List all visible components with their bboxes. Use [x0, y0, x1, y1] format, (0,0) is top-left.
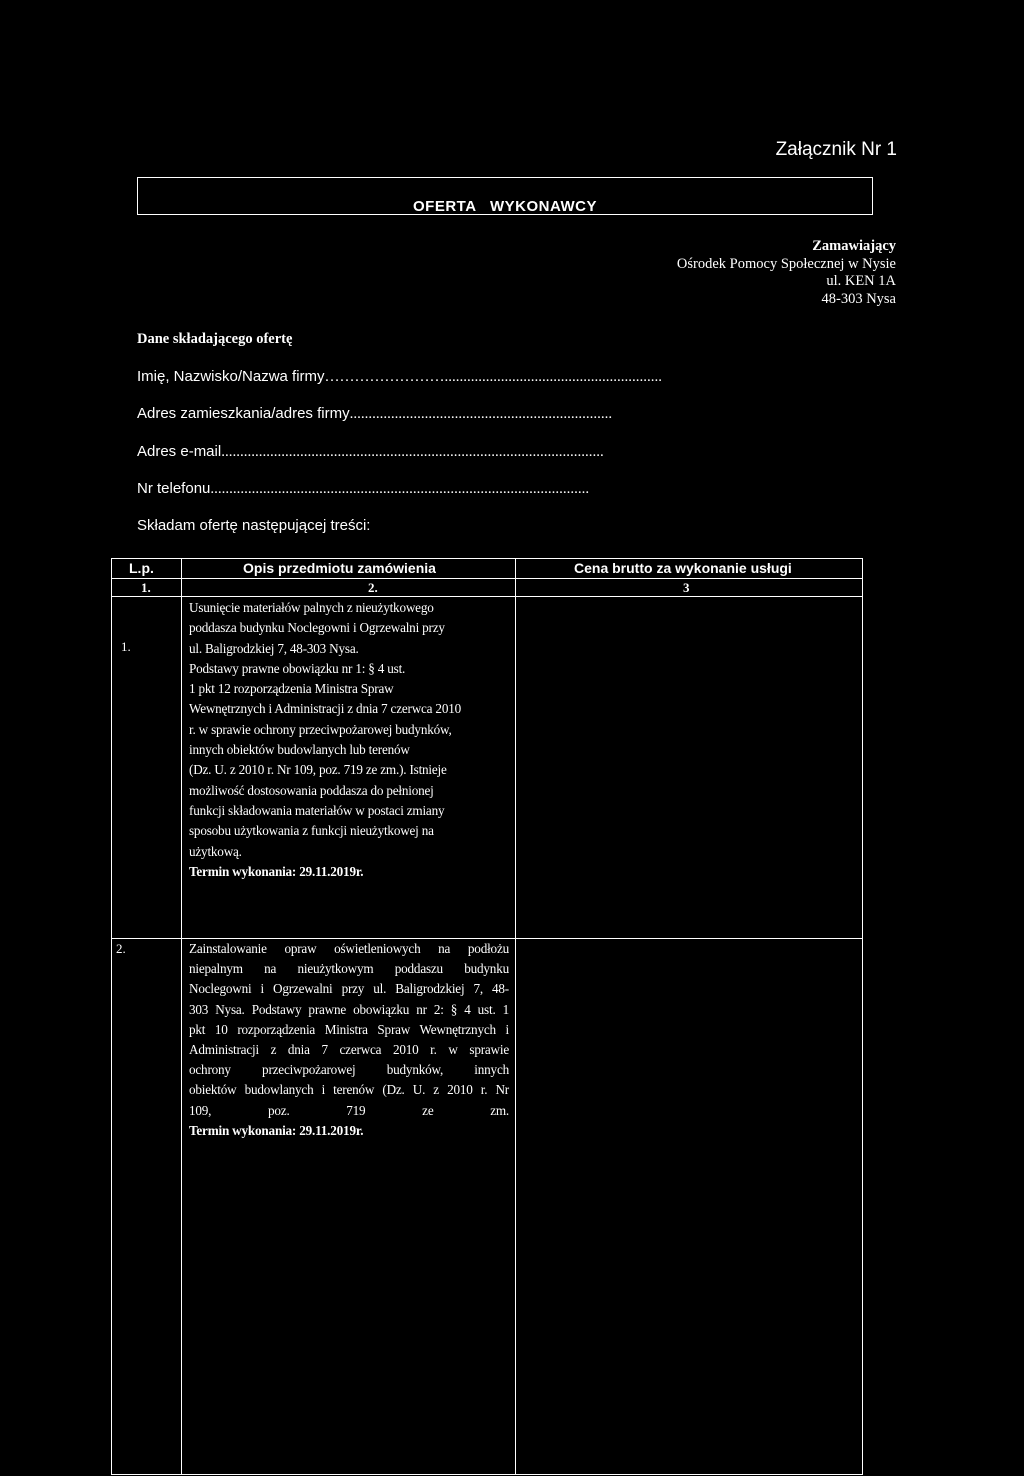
document-title: OFERTA WYKONAWCY: [413, 198, 597, 215]
phone-field[interactable]: [137, 480, 589, 498]
row-1-line: 1 pkt 12 rozporządzenia Ministra Spraw: [189, 681, 394, 697]
title-box: [137, 177, 873, 215]
authority-name: Ośrodek Pomocy Społecznej w Nysie: [676, 255, 896, 272]
row-2-lp: 2.: [116, 941, 126, 956]
row-2-line: obiektów budowlanych i terenów (Dz. U. z 2010 r. Nr: [189, 1082, 509, 1098]
row-2-deadline: Termin wykonania: 29.11.2019r.: [189, 1122, 364, 1138]
table-col-divider-1: [181, 558, 182, 1475]
row-1-deadline: Termin wykonania: 29.11.2019r.: [189, 863, 364, 879]
row-1-line: użytkową.: [189, 843, 242, 859]
row-1-line: r. w sprawie ochrony przeciwpożarowej budynków,: [189, 721, 452, 737]
table-border-right: [862, 558, 863, 1475]
email-field-label: Adres e-mail: [137, 443, 222, 460]
authority-label: Zamawiający: [812, 238, 896, 254]
bidder-heading: Dane składającego ofertę: [137, 331, 293, 347]
row-1-line: poddasza budynku Noclegowni i Ogrzewalni przy: [189, 620, 445, 636]
column-number-2: 2.: [368, 580, 378, 595]
address-field-label: Adres zamieszkania/adres firmy: [137, 405, 350, 422]
row-1-price-cell[interactable]: [516, 597, 862, 937]
header-description: Opis przedmiotu zamówienia: [243, 560, 436, 576]
row-1-line: Podstawy prawne obowiązku nr 1: § 4 ust.: [189, 660, 406, 676]
row-2-line: Noclegowni i Ogrzewalni przy ul. Baligrodzkiej 7, 48-: [189, 981, 509, 997]
row-1-description: [189, 598, 461, 882]
row-1-line: funkcji składowania materiałów w postaci zmiany: [189, 802, 445, 818]
header-lp: L.p.: [129, 560, 154, 576]
name-field-dots: ……………………..........................................................: [324, 369, 663, 385]
email-field-dots: ......................................................................................................: [221, 444, 604, 460]
row-1-line: ul. Baligrodzkiej 7, 48-303 Nysa.: [189, 640, 359, 656]
offer-intro: Składam ofertę następującej treści:: [137, 517, 371, 534]
table-border-top: [111, 558, 863, 559]
row-1-line: możliwość dostosowania poddasza do pełnionej: [189, 782, 434, 798]
phone-field-label: Nr telefonu: [137, 480, 211, 497]
column-number-3: 3: [683, 580, 690, 595]
row-1-line: Wewnętrznych i Administracji z dnia 7 czerwca 2010: [189, 701, 461, 717]
row-2-line: Administracji z dnia 7 czerwca 2010 r. w sprawie: [189, 1042, 509, 1058]
table-header-divider: [111, 578, 863, 579]
row-2-line: pkt 10 rozporządzenia Ministra Spraw Wewnętrznych i: [189, 1021, 509, 1037]
column-number-1: 1.: [141, 580, 151, 595]
email-field[interactable]: [137, 443, 604, 461]
contracting-authority: [677, 238, 896, 308]
authority-street: ul. KEN 1A: [826, 273, 896, 289]
row-2-line: Zainstalowanie opraw oświetleniowych na podłożu: [189, 941, 509, 956]
row-2-description: [189, 939, 509, 1141]
table-border-bottom: [111, 1474, 863, 1475]
phone-field-dots: .....................................................................................................: [210, 481, 590, 497]
header-price: Cena brutto za wykonanie usługi: [574, 560, 792, 576]
row-2-line: 109, poz. 719 ze zm.: [189, 1102, 509, 1118]
row-1-line: Usunięcie materiałów palnych z nieużytkowego: [189, 600, 434, 615]
address-field-dots: ......................................................................: [349, 406, 613, 422]
row-2-price-cell[interactable]: [516, 939, 862, 1473]
authority-city: 48-303 Nysa: [821, 290, 896, 307]
name-field[interactable]: [137, 368, 662, 386]
row-2-line: ochrony przeciwpożarowej budynków, innych: [189, 1062, 509, 1078]
row-1-line: (Dz. U. z 2010 r. Nr 109, poz. 719 ze zm.). Istnieje: [189, 762, 447, 778]
attachment-label: Załącznik Nr 1: [775, 139, 897, 160]
row-2-line: 303 Nysa. Podstawy prawne obowiązku nr 2: § 4 ust. 1: [189, 1001, 509, 1017]
table-border-left: [111, 558, 112, 1475]
row-2-line: niepalnym na nieużytkowym poddaszu budynku: [189, 961, 509, 977]
name-field-label: Imię, Nazwisko/Nazwa firmy: [137, 368, 325, 385]
offer-table: [111, 558, 863, 1476]
row-1-line: sposobu użytkowania z funkcji nieużytkowej na: [189, 823, 434, 839]
address-field[interactable]: [137, 405, 612, 423]
row-1-lp: 1.: [121, 639, 131, 654]
row-1-line: innych obiektów budowlanych lub terenów: [189, 742, 410, 758]
